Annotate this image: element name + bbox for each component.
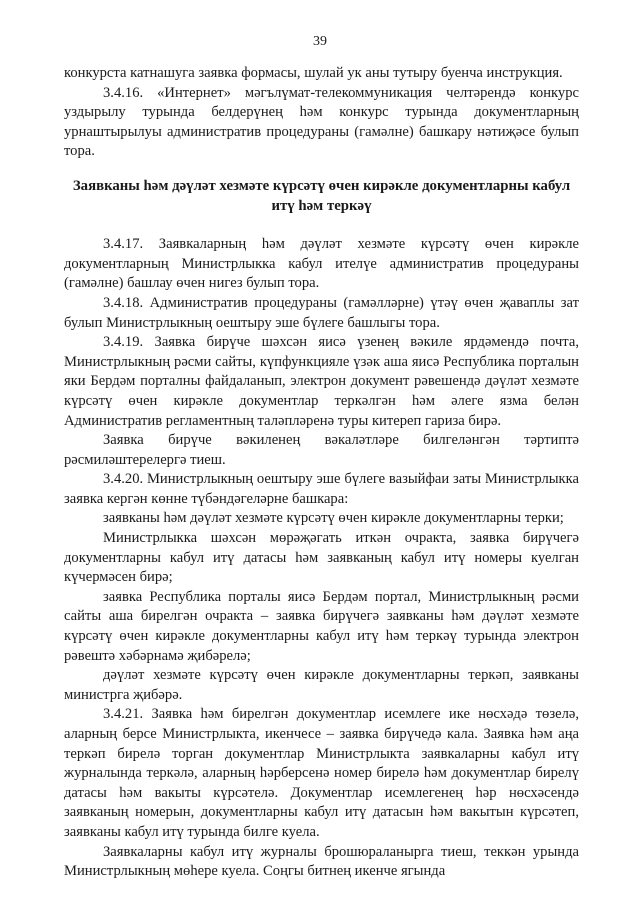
paragraph: 3.4.16. «Интернет» мәгълүмат-телекоммуникация челтәрендә конкурс уздырылу турында белдерүнең һәм конкурс турында документларның урнаштырылуы административ процедураны (гамәлне) башкару нәтиҗәсе булып тора. — [64, 84, 579, 160]
paragraph: дәүләт хезмәте күрсәтү өчен кирәкле документларны теркәп, заявканы министрга җибәрә. — [64, 667, 579, 703]
paragraph: Министрлыкка шәхсән мөрәҗәгать иткән очракта, заявка бирүчегә документларны кабул итү датасы һәм заявканың кабул итү номеры куелган күчермәсен бирә; — [64, 530, 579, 586]
paragraph: Заявка бирүче вәкиленең вәкаләтләре билгеләнгән тәртиптә рәсмиләштерелергә тиеш. — [64, 432, 579, 468]
document-body — [64, 64, 579, 882]
paragraph: 3.4.20. Министрлыкның оештыру эше бүлеге вазыйфаи заты Министрлыкка заявка кергән көнне түбәндәгеләрне башкара: — [64, 471, 579, 507]
page-number: 39 — [313, 34, 327, 49]
paragraph: 3.4.19. Заявка бирүче шәхсән яисә үзенең вәкиле ярдәмендә почта, Министрлыкның рәсми сайты, күпфункцияле үзәк аша яисә Республика порталын яки Бердәм порталны файдаланып, электрон документ рәвешендә дәүләт хезмәте күрсәтү өчен кирәкле документлар теркәлгән һәм әлеге язма белән Административ регламентның таләпләренә туры китереп гариза бирә. — [64, 334, 579, 429]
paragraph: 3.4.17. Заявкаларның һәм дәүләт хезмәте күрсәтү өчен кирәкле документларның Министрлыкка кабул ителүе административ процедураны (гамәлне) башлау өчен нигез булып тора. — [64, 236, 579, 292]
paragraph: заявканы һәм дәүләт хезмәте күрсәтү өчен кирәкле документларны терки; — [103, 510, 564, 527]
section-heading: Заявканы һәм дәүләт хезмәте күрсәтү өчен кирәкле документларны кабул итү һәм теркәү — [72, 177, 571, 214]
paragraph: 3.4.18. Административ процедураны (гамәлләрне) үтәү өчен җаваплы зат булып Министрлыкның оештыру эше бүлеге башлыгы тора. — [64, 294, 579, 331]
paragraph: заявка Республика порталы яисә Бердәм портал, Министрлыкның рәсми сайты аша бирелгән очракта – заявка бирүчегә заявканы һәм дәүләт хезмәте күрсәтү өчен кирәкле документларны кабул итү һәм теркәү турында электрон рәвештә хәбәрнамә җибәрелә; — [64, 588, 579, 664]
paragraph: Заявкаларны кабул итү журналы брошюраланырга тиеш, теккән урында Министрлыкның мөһере куела. Соңгы битнең икенче ягында — [64, 843, 579, 880]
paragraph: конкурста катнашуга заявка формасы, шулай ук аны тутыру буенча инструкция. — [64, 65, 563, 81]
paragraph: 3.4.21. Заявка һәм бирелгән документлар исемлеге ике нөсхәдә төзелә, аларның берсе Министрлыкта, икенчесе – заявка бирүчедә кала. Заявка һәм аңа теркәп бирелә торган документлар Министрлыкта заявкаларны кабул итү журналында теркәлә, аларның һәрберсенә номер бирелә һәм документлар бирелү датасы һәм вакыты күрсәтелә. Документлар исемлегенең һәр нөсхәсендә заявканың номерын, документларны кабул итү датасын һәм вакытын күрсәтеп, заявканы кабул итү турында билге куела. — [64, 706, 579, 840]
